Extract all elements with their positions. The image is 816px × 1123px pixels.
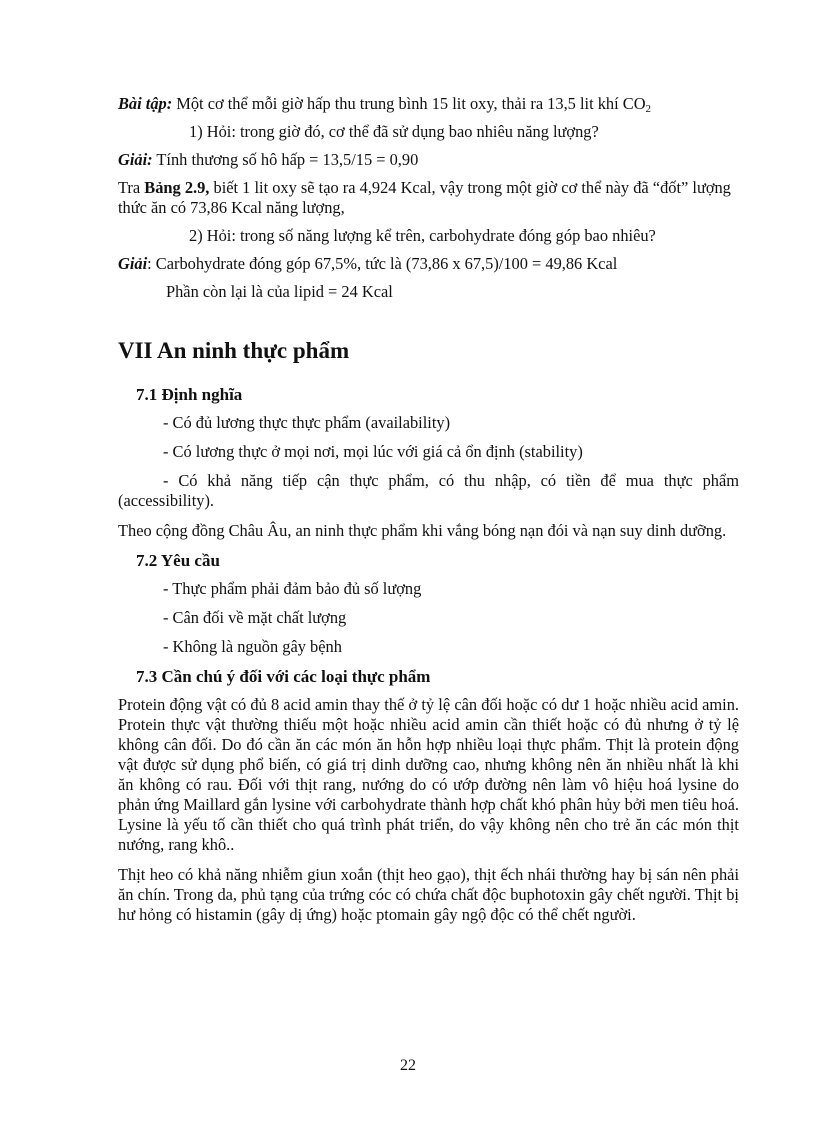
- page-number: 22: [400, 1057, 416, 1074]
- question-2: 2) Hỏi: trong số năng lượng kể trên, carbohydrate đóng góp bao nhiêu?: [189, 226, 656, 245]
- answer-2-label: Giải: [118, 254, 148, 273]
- answer-2-text: : Carbohydrate đóng góp 67,5%, tức là (73,86 x 67,5)/100 = 49,86 Kcal: [147, 254, 618, 273]
- lookup-prefix: Tra: [118, 178, 145, 197]
- lookup-rest: biết 1 lit oxy sẽ tạo ra 4,924 Kcal, vậy trong một giờ cơ thể này đã “đốt” lượng thức ăn có 73,86 Kcal năng lượng,: [118, 178, 731, 217]
- answer-1-text: Tính thương số hô hấp = 13,5/15 = 0,90: [152, 150, 419, 169]
- list-item: - Có đủ lương thực thực phẩm (availability): [163, 413, 451, 432]
- list-item: - Không là nguồn gây bệnh: [163, 637, 342, 656]
- question-1: 1) Hỏi: trong giờ đó, cơ thể đã sử dụng bao nhiêu năng lượng?: [189, 122, 599, 141]
- lookup-text: [118, 178, 739, 218]
- definition-note: Theo cộng đồng Châu Âu, an ninh thực phẩm khi vắng bóng nạn đói và nạn suy dinh dưỡng.: [118, 521, 727, 540]
- list-item: - Thực phẩm phải đảm bảo đủ số lượng: [163, 579, 422, 598]
- lookup-table-ref: Bảng 2.9,: [144, 178, 210, 197]
- subsection-7-1-heading: 7.1 Định nghĩa: [136, 385, 243, 404]
- list-item: - Có lương thực ở mọi nơi, mọi lúc với giá cả ổn định (stability): [163, 442, 583, 461]
- answer-2-rest: Phần còn lại là của lipid = 24 Kcal: [166, 282, 393, 301]
- section-heading: VII An ninh thực phẩm: [118, 338, 350, 363]
- co2-subscript: 2: [645, 103, 652, 115]
- answer-2: [118, 254, 739, 274]
- exercise-text: Một cơ thể mỗi giờ hấp thu trung bình 15 lit oxy, thải ra 13,5 lit khí CO: [172, 94, 646, 113]
- subsection-7-3-heading: 7.3 Cần chú ý đối với các loại thực phẩm: [136, 667, 431, 686]
- answer-1: [118, 150, 739, 170]
- list-item: - Có khả năng tiếp cận thực phẩm, có thu nhập, có tiền để mua thực phẩm (accessibility).: [118, 471, 739, 510]
- page-content: [118, 94, 739, 935]
- answer-1-label: Giải:: [118, 150, 153, 169]
- exercise-label: Bài tập:: [118, 94, 173, 113]
- body-paragraph: Protein động vật có đủ 8 acid amin thay thế ở tỷ lệ cân đối hoặc có dư 1 hoặc nhiều acid amin. Protein thực vật thường thiếu một hoặc nhiều acid amin cần thiết hoặc có đủ nhưng ở tỷ lệ không cân đối. Do đó cần ăn các món ăn hỗn hợp nhiều loại thực phẩm. Thịt là protein động vật được sử dụng phổ biến, có giá trị dinh dưỡng cao, nhưng không nên ăn nhiều nhất là khi ăn không có rau. Đối với thịt rang, nướng do có ướp đường nên làm vô hiệu hoá lysine do phản ứng Maillard gắn lysine với carbohydrate thành hợp chất khó phân hủy bởi men tiêu hoá. Lysine là yếu tố cần thiết cho quá trình phát triển, do vậy không nên cho trẻ ăn các món thịt nướng, rang khô..: [118, 695, 739, 854]
- body-paragraph: Thịt heo có khả năng nhiễm giun xoắn (thịt heo gạo), thịt ếch nhái thường hay bị sán nên phải ăn chín. Trong da, phủ tạng của trứng cóc có chứa chất độc buphotoxin gây chết người. Thịt bị hư hỏng có histamin (gây dị ứng) hoặc ptomain gây ngộ độc có thể chết người.: [118, 865, 739, 924]
- subsection-7-2-heading: 7.2 Yêu cầu: [136, 551, 220, 570]
- exercise-statement: [118, 94, 739, 114]
- list-item: - Cân đối về mặt chất lượng: [163, 608, 347, 627]
